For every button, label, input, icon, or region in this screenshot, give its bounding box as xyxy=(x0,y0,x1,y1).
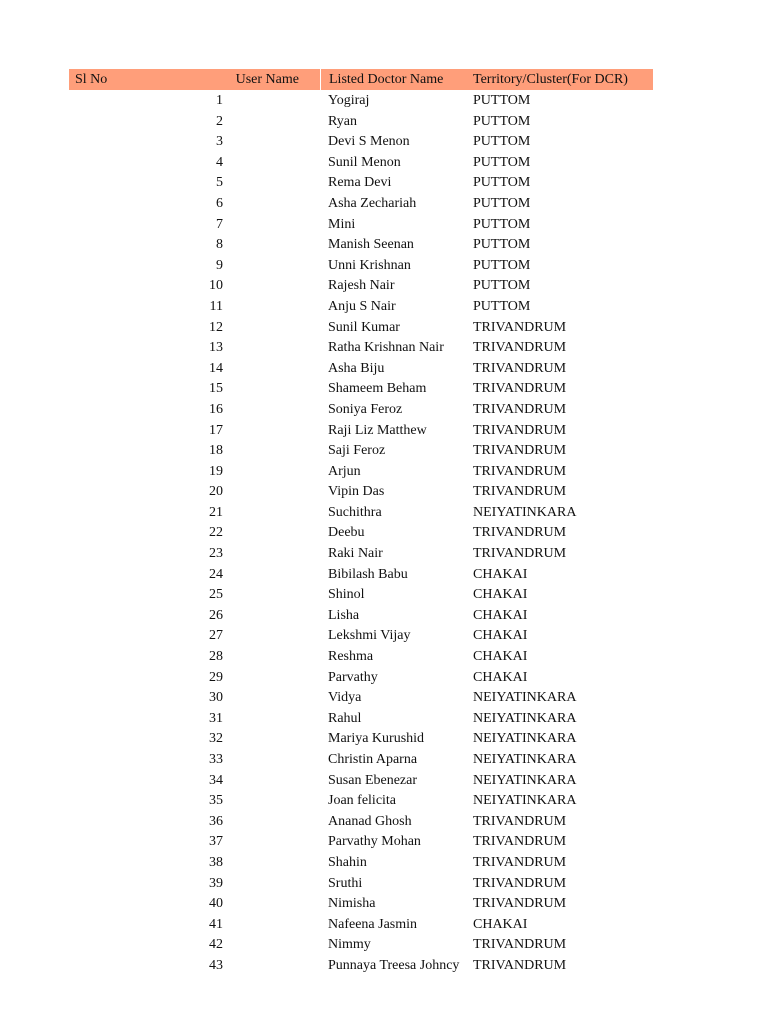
cell-doctor-name: Joan felicita xyxy=(328,793,397,809)
cell-territory: TRIVANDRUM xyxy=(473,381,567,397)
table-row xyxy=(69,173,653,194)
cell-doctor-name: Unni Krishnan xyxy=(328,257,411,273)
cell-doctor-name: Shameem Beham xyxy=(328,381,427,397)
table-row xyxy=(69,791,653,812)
cell-sl-no: 7 xyxy=(216,216,223,232)
cell-territory: TRIVANDRUM xyxy=(473,834,567,850)
cell-sl-no: 43 xyxy=(209,957,223,973)
cell-sl-no: 33 xyxy=(209,752,223,767)
table-row xyxy=(69,379,653,400)
cell-doctor-name: Arjun xyxy=(328,463,361,479)
cell-doctor-name: Yogiraj xyxy=(328,93,370,108)
cell-sl-no: 19 xyxy=(209,463,223,479)
cell-territory: PUTTOM xyxy=(473,195,531,211)
cell-doctor-name: Ratha Krishnan Nair xyxy=(328,340,444,356)
cell-territory: CHAKAI xyxy=(473,607,528,623)
cell-doctor-name: Suchithra xyxy=(328,504,382,520)
cell-sl-no: 11 xyxy=(209,298,223,314)
cell-sl-no: 29 xyxy=(209,669,223,685)
cell-sl-no: 23 xyxy=(209,546,223,562)
table-row xyxy=(69,482,653,503)
table-row xyxy=(69,709,653,730)
cell-doctor-name: Susan Ebenezar xyxy=(328,772,418,788)
doctor-table xyxy=(69,69,653,977)
cell-doctor-name: Vipin Das xyxy=(328,484,385,500)
table-row xyxy=(69,894,653,915)
cell-territory: PUTTOM xyxy=(473,237,531,253)
cell-doctor-name: Mini xyxy=(328,216,356,232)
cell-territory: TRIVANDRUM xyxy=(473,957,567,973)
table-row xyxy=(69,132,653,153)
cell-sl-no: 4 xyxy=(216,154,223,170)
cell-territory: CHAKAI xyxy=(473,628,528,644)
cell-doctor-name: Raji Liz Matthew xyxy=(328,422,427,438)
cell-territory: TRIVANDRUM xyxy=(473,813,567,829)
table-row xyxy=(69,874,653,895)
cell-doctor-name: Lisha xyxy=(328,607,360,623)
table-row xyxy=(69,668,653,689)
cell-territory: CHAKAI xyxy=(473,649,528,665)
table-row xyxy=(69,688,653,709)
cell-sl-no: 38 xyxy=(209,854,223,870)
cell-sl-no: 41 xyxy=(209,916,223,932)
cell-sl-no: 42 xyxy=(209,937,223,953)
table-row xyxy=(69,935,653,956)
cell-doctor-name: Lekshmi Vijay xyxy=(328,628,411,644)
cell-sl-no: 16 xyxy=(209,401,223,417)
cell-doctor-name: Ryan xyxy=(328,113,357,129)
cell-doctor-name: Bibilash Babu xyxy=(328,566,408,582)
cell-territory: PUTTOM xyxy=(473,257,531,273)
cell-doctor-name: Manish Seenan xyxy=(328,237,414,253)
cell-doctor-name: Deebu xyxy=(328,525,365,541)
table-row xyxy=(69,832,653,853)
cell-territory: TRIVANDRUM xyxy=(473,340,567,356)
table-row xyxy=(69,771,653,792)
cell-doctor-name: Nafeena Jasmin xyxy=(328,916,418,932)
cell-territory: NEIYATINKARA xyxy=(473,772,577,788)
cell-doctor-name: Asha Biju xyxy=(328,360,385,376)
cell-territory: TRIVANDRUM xyxy=(473,937,567,953)
cell-sl-no: 24 xyxy=(209,566,223,582)
cell-territory: NEIYATINKARA xyxy=(473,793,577,809)
cell-sl-no: 20 xyxy=(209,484,223,500)
cell-doctor-name: Raki Nair xyxy=(328,546,383,562)
cell-territory: TRIVANDRUM xyxy=(473,875,567,891)
header-user-name: User Name xyxy=(235,72,299,87)
table-body xyxy=(69,91,653,977)
table-row xyxy=(69,276,653,297)
cell-territory: CHAKAI xyxy=(473,566,528,582)
cell-sl-no: 22 xyxy=(209,525,223,541)
cell-sl-no: 40 xyxy=(209,896,223,912)
cell-territory: PUTTOM xyxy=(473,175,531,191)
table-row xyxy=(69,215,653,236)
cell-sl-no: 3 xyxy=(216,134,223,150)
cell-doctor-name: Nimisha xyxy=(328,896,376,912)
cell-sl-no: 12 xyxy=(209,319,223,335)
cell-sl-no: 18 xyxy=(209,443,223,459)
cell-sl-no: 2 xyxy=(216,113,223,129)
cell-territory: TRIVANDRUM xyxy=(473,443,567,459)
cell-sl-no: 13 xyxy=(209,340,223,356)
cell-territory: TRIVANDRUM xyxy=(473,401,567,417)
cell-sl-no: 14 xyxy=(209,360,223,376)
cell-territory: CHAKAI xyxy=(473,916,528,932)
cell-territory: TRIVANDRUM xyxy=(473,484,567,500)
cell-sl-no: 34 xyxy=(209,772,223,788)
cell-doctor-name: Sunil Menon xyxy=(328,154,401,170)
table-row xyxy=(69,112,653,133)
cell-doctor-name: Sruthi xyxy=(328,875,363,891)
cell-doctor-name: Ananad Ghosh xyxy=(328,813,412,829)
table-row xyxy=(69,647,653,668)
cell-territory: TRIVANDRUM xyxy=(473,854,567,870)
cell-territory: NEIYATINKARA xyxy=(473,690,577,706)
cell-doctor-name: Vidya xyxy=(328,690,362,706)
cell-territory: PUTTOM xyxy=(473,113,531,129)
table-row xyxy=(69,915,653,936)
table-header xyxy=(69,69,653,90)
cell-territory: TRIVANDRUM xyxy=(473,319,567,335)
table-row xyxy=(69,194,653,215)
table-row xyxy=(69,153,653,174)
cell-territory: CHAKAI xyxy=(473,669,528,685)
cell-doctor-name: Saji Feroz xyxy=(328,443,386,459)
table-row xyxy=(69,606,653,627)
header-doctor-name: Listed Doctor Name xyxy=(320,69,466,90)
cell-doctor-name: Shinol xyxy=(328,587,365,603)
table-row xyxy=(69,338,653,359)
header-sl-no: Sl No xyxy=(75,72,108,87)
table-row xyxy=(69,297,653,318)
cell-doctor-name: Sunil Kumar xyxy=(328,319,400,335)
cell-sl-no: 21 xyxy=(209,504,223,520)
table-row xyxy=(69,235,653,256)
table-row xyxy=(69,565,653,586)
cell-sl-no: 35 xyxy=(209,793,223,809)
cell-sl-no: 15 xyxy=(209,381,223,397)
cell-doctor-name: Shahin xyxy=(328,854,367,870)
cell-sl-no: 8 xyxy=(216,237,223,253)
cell-territory: PUTTOM xyxy=(473,216,531,232)
table-row xyxy=(69,462,653,483)
cell-sl-no: 1 xyxy=(216,93,223,108)
cell-territory: NEIYATINKARA xyxy=(473,710,577,726)
cell-sl-no: 32 xyxy=(209,731,223,747)
cell-territory: TRIVANDRUM xyxy=(473,422,567,438)
cell-sl-no: 31 xyxy=(209,710,223,726)
cell-territory: PUTTOM xyxy=(473,154,531,170)
table-row xyxy=(69,544,653,565)
cell-doctor-name: Rahul xyxy=(328,710,362,726)
cell-territory: TRIVANDRUM xyxy=(473,546,567,562)
cell-sl-no: 5 xyxy=(216,175,223,191)
table-row xyxy=(69,256,653,277)
cell-sl-no: 9 xyxy=(216,257,223,273)
cell-sl-no: 30 xyxy=(209,690,223,706)
table-row xyxy=(69,318,653,339)
cell-sl-no: 25 xyxy=(209,587,223,603)
cell-doctor-name: Parvathy Mohan xyxy=(328,834,421,850)
cell-territory: TRIVANDRUM xyxy=(473,360,567,376)
table-row xyxy=(69,441,653,462)
cell-doctor-name: Christin Aparna xyxy=(328,752,418,767)
cell-doctor-name: Rajesh Nair xyxy=(328,278,395,294)
table-row xyxy=(69,812,653,833)
header-territory: Territory/Cluster(For DCR) xyxy=(473,72,628,87)
cell-doctor-name: Nimmy xyxy=(328,937,371,953)
table-row xyxy=(69,626,653,647)
cell-doctor-name: Anju S Nair xyxy=(328,298,396,314)
cell-doctor-name: Reshma xyxy=(328,649,374,665)
cell-territory: NEIYATINKARA xyxy=(473,731,577,747)
table-row xyxy=(69,729,653,750)
table-row xyxy=(69,750,653,771)
table-row xyxy=(69,400,653,421)
cell-doctor-name: Soniya Feroz xyxy=(328,401,403,417)
cell-sl-no: 39 xyxy=(209,875,223,891)
cell-territory: TRIVANDRUM xyxy=(473,525,567,541)
cell-territory: PUTTOM xyxy=(473,93,531,108)
cell-territory: TRIVANDRUM xyxy=(473,896,567,912)
table-row xyxy=(69,523,653,544)
cell-sl-no: 6 xyxy=(216,195,223,211)
table-row xyxy=(69,91,653,112)
cell-sl-no: 26 xyxy=(209,607,223,623)
cell-territory: NEIYATINKARA xyxy=(473,752,577,767)
cell-sl-no: 28 xyxy=(209,649,223,665)
cell-sl-no: 36 xyxy=(209,813,223,829)
cell-doctor-name: Asha Zechariah xyxy=(328,195,417,211)
table-row xyxy=(69,421,653,442)
cell-sl-no: 10 xyxy=(209,278,223,294)
cell-territory: CHAKAI xyxy=(473,587,528,603)
cell-doctor-name: Devi S Menon xyxy=(328,134,410,150)
cell-doctor-name: Punnaya Treesa Johncy xyxy=(328,957,460,973)
cell-doctor-name: Mariya Kurushid xyxy=(328,731,425,747)
table-row xyxy=(69,359,653,380)
table-row xyxy=(69,585,653,606)
cell-territory: NEIYATINKARA xyxy=(473,504,577,520)
cell-sl-no: 17 xyxy=(209,422,223,438)
cell-sl-no: 27 xyxy=(209,628,223,644)
cell-doctor-name: Parvathy xyxy=(328,669,378,685)
cell-territory: PUTTOM xyxy=(473,134,531,150)
cell-territory: PUTTOM xyxy=(473,298,531,314)
cell-doctor-name: Rema Devi xyxy=(328,175,392,191)
cell-sl-no: 37 xyxy=(209,834,223,850)
cell-territory: TRIVANDRUM xyxy=(473,463,567,479)
table-row xyxy=(69,503,653,524)
table-row xyxy=(69,956,653,977)
cell-territory: PUTTOM xyxy=(473,278,531,294)
table-row xyxy=(69,853,653,874)
